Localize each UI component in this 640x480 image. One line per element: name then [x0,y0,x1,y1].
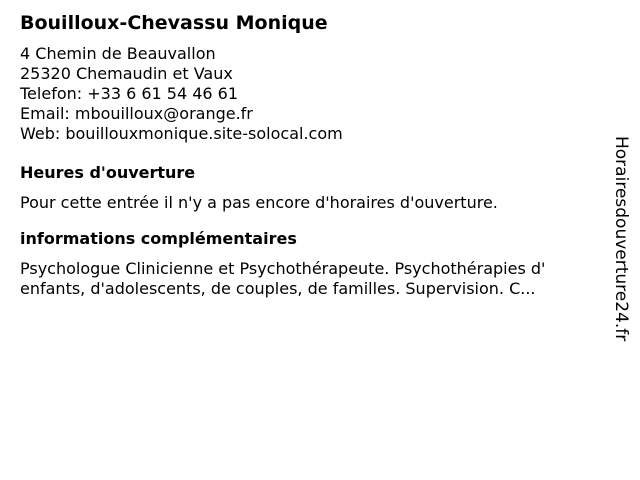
opening-hours-heading: Heures d'ouverture [20,163,196,182]
opening-hours-text: Pour cette entrée il n'y a pas encore d'horaires d'ouverture. [20,193,498,212]
additional-info-line-1: Psychologue Clinicienne et Psychothérapeute. Psychothérapies d' [20,259,546,278]
listing-name: Bouilloux-Chevassu Monique [20,12,328,34]
additional-info-heading: informations complémentaires [20,229,297,248]
web-line[interactable]: Web: bouillouxmonique.site-solocal.com [20,124,343,143]
phone-line[interactable]: Telefon: +33 6 61 54 46 61 [20,84,239,103]
address-line-2: 25320 Chemaudin et Vaux [20,64,233,83]
contact-block [20,44,600,144]
listing-card [20,10,600,299]
site-watermark: Horairesdouverture24.fr [611,136,631,342]
additional-info-line-2: enfants, d'adolescents, de couples, de familles. Supervision. C... [20,279,536,298]
email-line[interactable]: Email: mbouilloux@orange.fr [20,104,253,123]
address-line-1: 4 Chemin de Beauvallon [20,44,216,63]
